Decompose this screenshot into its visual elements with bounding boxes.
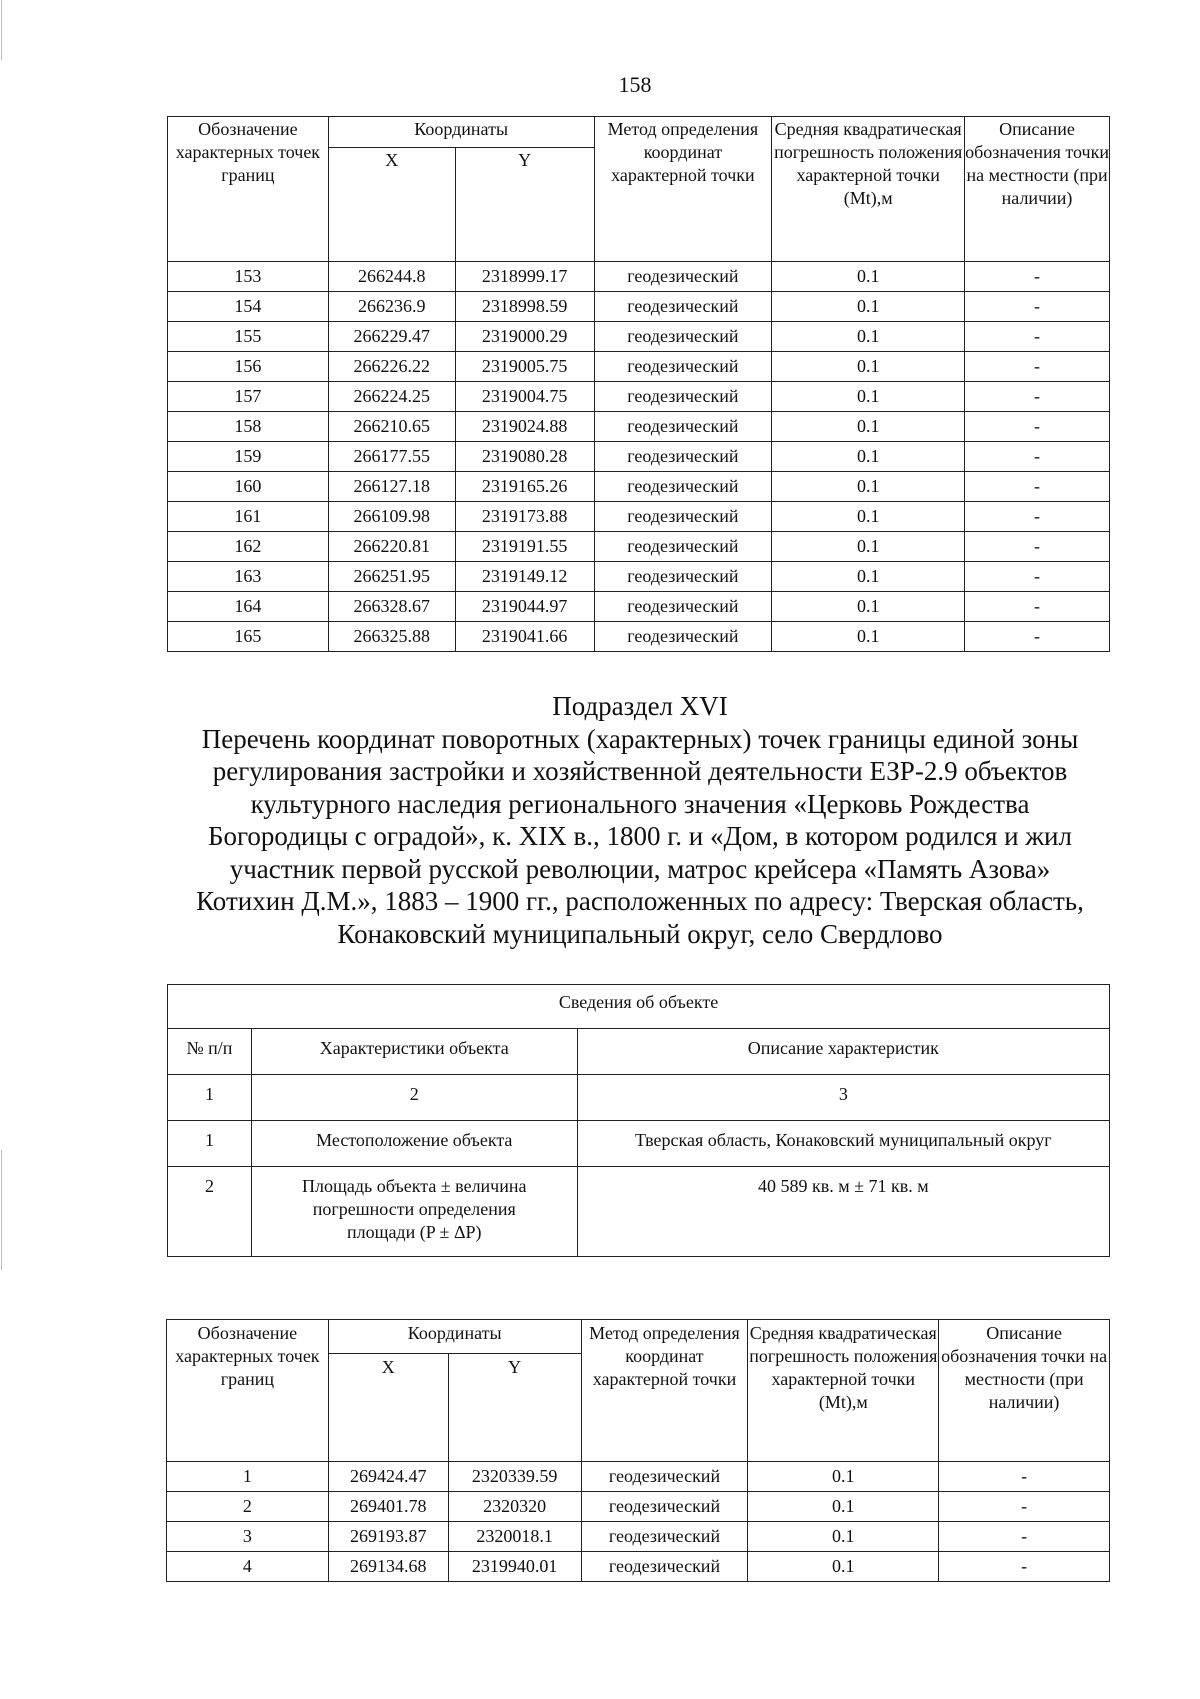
table-row	[168, 322, 1110, 352]
description: -	[939, 1492, 1110, 1522]
description: -	[965, 412, 1110, 442]
point-number: 157	[168, 382, 329, 412]
point-number: 165	[168, 622, 329, 652]
point-number: 156	[168, 352, 329, 382]
object-info-caption: Сведения об объекте	[168, 985, 1110, 1029]
method: геодезический	[594, 382, 772, 412]
table-row	[168, 532, 1110, 562]
table-row	[168, 292, 1110, 322]
table-row	[168, 592, 1110, 622]
heading-line: регулирования застройки и хозяйственной деятельности ЕЗР-2.9 объектов	[212, 756, 1068, 786]
column-number: 3	[577, 1075, 1109, 1121]
point-number: 162	[168, 532, 329, 562]
x-coordinate: 269401.78	[328, 1492, 448, 1522]
description: -	[965, 532, 1110, 562]
x-coordinate: 266226.22	[328, 352, 455, 382]
heading-line: Перечень координат поворотных (характерных) точек границы единой зоны	[201, 723, 1079, 754]
header-method: Метод определения координат характерной точки	[581, 1320, 748, 1462]
point-number: 155	[168, 322, 329, 352]
x-coordinate: 266220.81	[328, 532, 455, 562]
y-coordinate: 2319080.28	[455, 442, 594, 472]
point-number: 4	[167, 1552, 329, 1582]
method: геодезический	[594, 322, 772, 352]
description: -	[965, 262, 1110, 292]
description: -	[965, 292, 1110, 322]
header-row-number: № п/п	[168, 1029, 252, 1075]
method: геодезический	[594, 592, 772, 622]
header-description: Описание обозначения точки на местности (при наличии)	[965, 117, 1110, 262]
description: -	[965, 472, 1110, 502]
method: геодезический	[594, 262, 772, 292]
method: геодезический	[594, 292, 772, 322]
table-row	[167, 1492, 1110, 1522]
description: -	[965, 592, 1110, 622]
column-number: 1	[168, 1075, 252, 1121]
y-coordinate: 2320339.59	[448, 1462, 581, 1492]
mean-error: 0.1	[772, 292, 965, 322]
x-coordinate: 266229.47	[328, 322, 455, 352]
mean-error: 0.1	[772, 562, 965, 592]
header-coordinates: Координаты	[328, 1320, 581, 1354]
heading-line: Конаковский муниципальный округ, село Свердлово	[337, 918, 943, 949]
mean-error: 0.1	[772, 502, 965, 532]
table-body	[167, 1462, 1110, 1582]
y-coordinate: 2319005.75	[455, 352, 594, 382]
mean-error: 0.1	[772, 382, 965, 412]
x-coordinate: 266109.98	[328, 502, 455, 532]
point-number: 158	[168, 412, 329, 442]
point-number: 2	[167, 1492, 329, 1522]
table-row	[167, 1552, 1110, 1582]
header-characteristic: Характеристики объекта	[251, 1029, 577, 1075]
description: -	[965, 622, 1110, 652]
method: геодезический	[581, 1462, 748, 1492]
description: -	[965, 502, 1110, 532]
header-characteristic-description: Описание характеристик	[577, 1029, 1109, 1075]
description: -	[965, 322, 1110, 352]
y-coordinate: 2320018.1	[448, 1522, 581, 1552]
method: геодезический	[594, 352, 772, 382]
mean-error: 0.1	[748, 1522, 939, 1552]
y-coordinate: 2319173.88	[455, 502, 594, 532]
coordinates-table-1	[167, 116, 1110, 652]
mean-error: 0.1	[772, 412, 965, 442]
x-coordinate: 266325.88	[328, 622, 455, 652]
table-row	[168, 442, 1110, 472]
row-number: 2	[168, 1167, 252, 1257]
method: геодезический	[594, 532, 772, 562]
method: геодезический	[594, 502, 772, 532]
header-mean-error: Средняя квадратическая погрешность положения характерной точки (Mt),м	[748, 1320, 939, 1462]
point-number: 164	[168, 592, 329, 622]
mean-error: 0.1	[772, 472, 965, 502]
y-coordinate: 2319044.97	[455, 592, 594, 622]
table-row	[168, 502, 1110, 532]
y-coordinate: 2320320	[448, 1492, 581, 1522]
mean-error: 0.1	[772, 442, 965, 472]
description: -	[965, 562, 1110, 592]
header-y: Y	[448, 1354, 581, 1462]
coordinates-table-2	[166, 1319, 1110, 1582]
y-coordinate: 2319024.88	[455, 412, 594, 442]
table-row	[168, 382, 1110, 412]
point-number: 160	[168, 472, 329, 502]
description: -	[965, 352, 1110, 382]
method: геодезический	[594, 442, 772, 472]
header-x: X	[328, 148, 455, 262]
column-number: 2	[251, 1075, 577, 1121]
y-coordinate: 2319149.12	[455, 562, 594, 592]
object-info-table	[167, 984, 1110, 1257]
method: геодезический	[594, 562, 772, 592]
header-y: Y	[455, 148, 594, 262]
mean-error: 0.1	[748, 1552, 939, 1582]
point-number: 161	[168, 502, 329, 532]
table-row	[167, 1462, 1110, 1492]
mean-error: 0.1	[772, 322, 965, 352]
table-row	[168, 472, 1110, 502]
header-mean-error: Средняя квадратическая погрешность положения характерной точки (Mt),м	[772, 117, 965, 262]
method: геодезический	[581, 1552, 748, 1582]
y-coordinate: 2319165.26	[455, 472, 594, 502]
table-body	[168, 262, 1110, 652]
mean-error: 0.1	[772, 532, 965, 562]
characteristic-value: 40 589 кв. м ± 71 кв. м	[577, 1167, 1109, 1257]
x-coordinate: 266328.67	[328, 592, 455, 622]
scan-margin-line	[1, 1150, 2, 1270]
mean-error: 0.1	[748, 1462, 939, 1492]
x-coordinate: 269134.68	[328, 1552, 448, 1582]
header-description: Описание обозначения точки на местности (при наличии)	[939, 1320, 1110, 1462]
x-coordinate: 266251.95	[328, 562, 455, 592]
y-coordinate: 2319004.75	[455, 382, 594, 412]
table-row	[168, 622, 1110, 652]
description: -	[965, 382, 1110, 412]
mean-error: 0.1	[772, 262, 965, 292]
heading-line: Котихин Д.М.», 1883 – 1900 гг., расположенных по адресу: Тверская область,	[196, 886, 1084, 916]
method: геодезический	[594, 472, 772, 502]
description: -	[965, 442, 1110, 472]
header-x: X	[328, 1354, 448, 1462]
header-point-designation: Обозначение характерных точек границ	[167, 1320, 329, 1462]
header-point-designation: Обозначение характерных точек границ	[168, 117, 329, 262]
mean-error: 0.1	[748, 1492, 939, 1522]
heading-line: Богородицы с оградой», к. XIX в., 1800 г. и «Дом, в котором родился и жил	[208, 821, 1072, 851]
characteristic-name: Местоположение объекта	[251, 1121, 577, 1167]
table-row	[168, 562, 1110, 592]
point-number: 154	[168, 292, 329, 322]
y-coordinate: 2319191.55	[455, 532, 594, 562]
method: геодезический	[581, 1492, 748, 1522]
y-coordinate: 2318998.59	[455, 292, 594, 322]
characteristic-value: Тверская область, Конаковский муниципальный округ	[577, 1121, 1109, 1167]
mean-error: 0.1	[772, 352, 965, 382]
point-number: 1	[167, 1462, 329, 1492]
row-number: 1	[168, 1121, 252, 1167]
x-coordinate: 266127.18	[328, 472, 455, 502]
method: геодезический	[594, 622, 772, 652]
x-coordinate: 266210.65	[328, 412, 455, 442]
table-row	[167, 1522, 1110, 1552]
point-number: 159	[168, 442, 329, 472]
y-coordinate: 2318999.17	[455, 262, 594, 292]
x-coordinate: 269193.87	[328, 1522, 448, 1552]
heading-line: участник первой русской революции, матрос крейсера «Память Азова»	[229, 853, 1051, 884]
description: -	[939, 1462, 1110, 1492]
mean-error: 0.1	[772, 592, 965, 622]
point-number: 153	[168, 262, 329, 292]
header-coordinates: Координаты	[328, 117, 594, 148]
table-row	[168, 412, 1110, 442]
table-row	[168, 352, 1110, 382]
x-coordinate: 266177.55	[328, 442, 455, 472]
x-coordinate: 266236.9	[328, 292, 455, 322]
y-coordinate: 2319000.29	[455, 322, 594, 352]
x-coordinate: 266224.25	[328, 382, 455, 412]
description: -	[939, 1522, 1110, 1552]
x-coordinate: 266244.8	[328, 262, 455, 292]
x-coordinate: 269424.47	[328, 1462, 448, 1492]
mean-error: 0.1	[772, 622, 965, 652]
page-number: 158	[618, 72, 652, 97]
table-row	[168, 262, 1110, 292]
subsection-title: Подраздел XVI	[552, 691, 728, 721]
method: геодезический	[594, 412, 772, 442]
heading-line: культурного наследия регионального значения «Церковь Рождества	[250, 788, 1030, 819]
scan-margin-line	[1, 0, 2, 60]
method: геодезический	[581, 1522, 748, 1552]
description: -	[939, 1552, 1110, 1582]
y-coordinate: 2319940.01	[448, 1552, 581, 1582]
y-coordinate: 2319041.66	[455, 622, 594, 652]
section-heading	[150, 690, 1130, 950]
point-number: 163	[168, 562, 329, 592]
point-number: 3	[167, 1522, 329, 1552]
characteristic-name: Площадь объекта ± величина погрешности определения площади (P ± ΔP)	[251, 1167, 577, 1257]
header-method: Метод определения координат характерной точки	[594, 117, 772, 262]
